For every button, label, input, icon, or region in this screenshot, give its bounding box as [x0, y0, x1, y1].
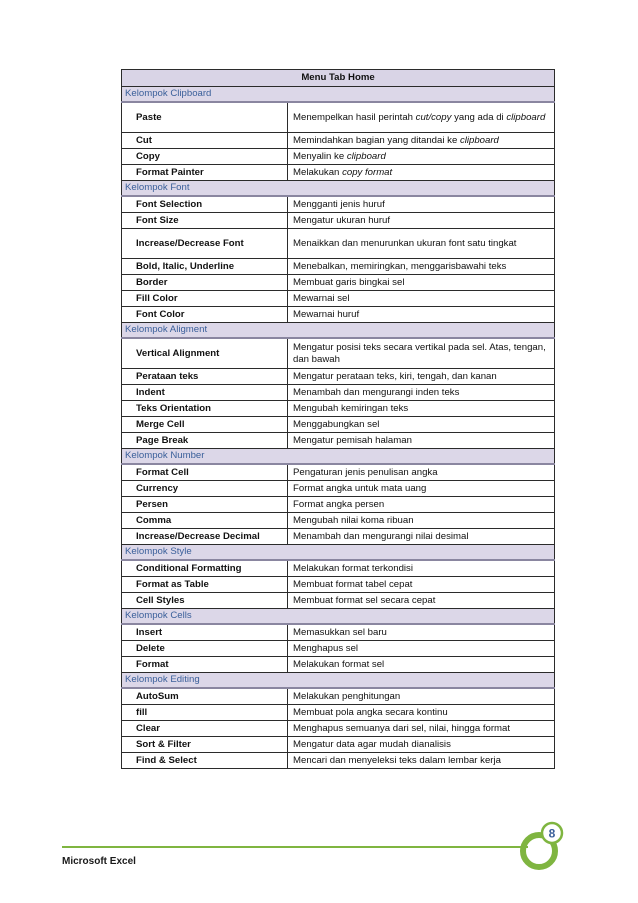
- description-text: Melakukan penghitungan: [293, 690, 401, 702]
- footer-label: Microsoft Excel: [62, 856, 136, 867]
- table-body: [122, 87, 555, 769]
- table-row: [122, 401, 555, 417]
- table-row: [122, 385, 555, 401]
- description-text: Mengatur data agar mudah dianalisis: [293, 738, 451, 750]
- command-description: [288, 624, 555, 641]
- table-row: [122, 481, 555, 497]
- group-label: Kelompok Aligment: [122, 323, 555, 339]
- table-row: [122, 529, 555, 545]
- command-description: [288, 497, 555, 513]
- command-name: Fill Color: [122, 291, 288, 307]
- description-text: Mencari dan menyeleksi teks dalam lembar kerja: [293, 754, 501, 766]
- table-row: [122, 149, 555, 165]
- command-name: Indent: [122, 385, 288, 401]
- command-description: [288, 229, 555, 259]
- command-description: [288, 401, 555, 417]
- table-row: [122, 513, 555, 529]
- description-text: Mengatur pemisah halaman: [293, 434, 412, 446]
- group-header-row: [122, 545, 555, 561]
- command-description: [288, 417, 555, 433]
- table-row: [122, 577, 555, 593]
- command-description: [288, 657, 555, 673]
- command-description: [288, 307, 555, 323]
- table-row: [122, 417, 555, 433]
- group-header-row: [122, 181, 555, 197]
- description-text: Menempelkan hasil perintah: [293, 111, 416, 123]
- command-description: [288, 513, 555, 529]
- description-text: Menambah dan mengurangi inden teks: [293, 386, 460, 398]
- command-name: Insert: [122, 624, 288, 641]
- command-name: Currency: [122, 481, 288, 497]
- group-header-row: [122, 673, 555, 689]
- command-name: Merge Cell: [122, 417, 288, 433]
- table-row: [122, 165, 555, 181]
- command-description: [288, 433, 555, 449]
- command-name: Format Painter: [122, 165, 288, 181]
- description-text: Mengubah nilai koma ribuan: [293, 514, 414, 526]
- table-row: [122, 196, 555, 213]
- command-name: Delete: [122, 641, 288, 657]
- table-row: [122, 229, 555, 259]
- description-text: Format angka persen: [293, 498, 385, 510]
- table-row: [122, 464, 555, 481]
- description-text: Membuat format sel secara cepat: [293, 594, 436, 606]
- footer-rule: [62, 846, 528, 848]
- table-row: [122, 657, 555, 673]
- table-row: [122, 737, 555, 753]
- command-description: [288, 291, 555, 307]
- command-description: [288, 529, 555, 545]
- command-description: [288, 165, 555, 181]
- command-description: [288, 688, 555, 705]
- description-text: Membuat format tabel cepat: [293, 578, 413, 590]
- table-row: [122, 307, 555, 323]
- description-text: Format angka untuk mata uang: [293, 482, 427, 494]
- command-name: Clear: [122, 721, 288, 737]
- command-description: [288, 385, 555, 401]
- command-description: [288, 481, 555, 497]
- command-name: Persen: [122, 497, 288, 513]
- command-description: [288, 102, 555, 133]
- group-header-row: [122, 87, 555, 103]
- command-name: Page Break: [122, 433, 288, 449]
- description-text: clipboard: [506, 111, 546, 123]
- table-row: [122, 753, 555, 769]
- table-row: [122, 275, 555, 291]
- group-label: Kelompok Font: [122, 181, 555, 197]
- description-text: Menggabungkan sel: [293, 418, 380, 430]
- table-row: [122, 259, 555, 275]
- description-text: Memindahkan bagian yang ditandai ke: [293, 134, 460, 146]
- description-text: Membuat pola angka secara kontinu: [293, 706, 448, 718]
- description-text: Melakukan format sel: [293, 658, 385, 670]
- description-text: Mengganti jenis huruf: [293, 198, 385, 210]
- command-description: [288, 369, 555, 385]
- group-label: Kelompok Editing: [122, 673, 555, 689]
- command-name: Perataan teks: [122, 369, 288, 385]
- command-description: [288, 721, 555, 737]
- description-text: Menghapus semuanya dari sel, nilai, hingga format: [293, 722, 511, 734]
- command-description: [288, 593, 555, 609]
- description-text: Menghapus sel: [293, 642, 359, 654]
- description-text: Mengatur ukuran huruf: [293, 214, 391, 226]
- table-row: [122, 497, 555, 513]
- command-description: [288, 338, 555, 369]
- description-text: Menambah dan mengurangi nilai desimal: [293, 530, 469, 542]
- command-name: Increase/Decrease Decimal: [122, 529, 288, 545]
- description-text: clipboard: [346, 150, 386, 162]
- command-description: [288, 196, 555, 213]
- table-row: [122, 641, 555, 657]
- description-text: Mewarnai sel: [293, 292, 350, 304]
- command-name: Format as Table: [122, 577, 288, 593]
- command-name: Cut: [122, 133, 288, 149]
- command-description: [288, 560, 555, 577]
- command-description: [288, 753, 555, 769]
- table-row: [122, 133, 555, 149]
- command-name: Format: [122, 657, 288, 673]
- command-description: [288, 149, 555, 165]
- command-name: Font Selection: [122, 196, 288, 213]
- description-text: Mengatur posisi teks secara vertikal pada sel. Atas, tengan, dan bawah: [293, 341, 546, 365]
- command-name: Comma: [122, 513, 288, 529]
- table-row: [122, 593, 555, 609]
- page-number-badge-icon: [514, 818, 570, 874]
- description-text: Mewarnai huruf: [293, 308, 360, 320]
- table-row: [122, 688, 555, 705]
- table-row: [122, 705, 555, 721]
- page-number: 8: [548, 826, 556, 841]
- group-label: Kelompok Number: [122, 449, 555, 465]
- command-name: Format Cell: [122, 464, 288, 481]
- description-text: Mengatur perataan teks, kiri, tengah, dan kanan: [293, 370, 497, 382]
- description-text: yang ada di: [451, 111, 507, 123]
- command-name: Bold, Italic, Underline: [122, 259, 288, 275]
- command-name: Copy: [122, 149, 288, 165]
- table-row: [122, 560, 555, 577]
- description-text: clipboard: [459, 134, 499, 146]
- command-name: Conditional Formatting: [122, 560, 288, 577]
- description-text: Membuat garis bingkai sel: [293, 276, 405, 288]
- command-name: Font Size: [122, 213, 288, 229]
- group-header-row: [122, 449, 555, 465]
- description-text: copy format: [342, 166, 393, 178]
- description-text: Menyalin ke: [293, 150, 347, 162]
- description-text: Mengubah kemiringan teks: [293, 402, 409, 414]
- table-title: Menu Tab Home: [122, 70, 555, 87]
- group-label: Kelompok Cells: [122, 609, 555, 625]
- table-row: [122, 338, 555, 369]
- table-title-row: [122, 70, 555, 87]
- table-row: [122, 721, 555, 737]
- group-header-row: [122, 323, 555, 339]
- command-name: fill: [122, 705, 288, 721]
- command-name: Border: [122, 275, 288, 291]
- description-text: Menaikkan dan menurunkan ukuran font satu tingkat: [293, 237, 517, 249]
- description-text: Melakukan: [293, 166, 343, 178]
- command-description: [288, 641, 555, 657]
- command-description: [288, 737, 555, 753]
- command-description: [288, 464, 555, 481]
- table-row: [122, 213, 555, 229]
- command-name: Vertical Alignment: [122, 338, 288, 369]
- group-label: Kelompok Style: [122, 545, 555, 561]
- table-row: [122, 102, 555, 133]
- group-label: Kelompok Clipboard: [122, 87, 555, 103]
- command-name: AutoSum: [122, 688, 288, 705]
- command-name: Cell Styles: [122, 593, 288, 609]
- command-name: Increase/Decrease Font: [122, 229, 288, 259]
- description-text: Memasukkan sel baru: [293, 626, 387, 638]
- table-row: [122, 624, 555, 641]
- description-text: Menebalkan, memiringkan, menggarisbawahi teks: [293, 260, 507, 272]
- command-description: [288, 577, 555, 593]
- command-description: [288, 705, 555, 721]
- command-description: [288, 259, 555, 275]
- command-name: Teks Orientation: [122, 401, 288, 417]
- description-text: cut/copy: [415, 111, 452, 123]
- command-name: Sort & Filter: [122, 737, 288, 753]
- table-row: [122, 291, 555, 307]
- table-row: [122, 369, 555, 385]
- command-description: [288, 213, 555, 229]
- command-name: Paste: [122, 102, 288, 133]
- description-text: Pengaturan jenis penulisan angka: [293, 466, 438, 478]
- table-row: [122, 433, 555, 449]
- group-header-row: [122, 609, 555, 625]
- description-text: Melakukan format terkondisi: [293, 562, 413, 574]
- command-description: [288, 133, 555, 149]
- command-description: [288, 275, 555, 291]
- home-tab-menu-table: [121, 69, 555, 769]
- command-name: Font Color: [122, 307, 288, 323]
- command-name: Find & Select: [122, 753, 288, 769]
